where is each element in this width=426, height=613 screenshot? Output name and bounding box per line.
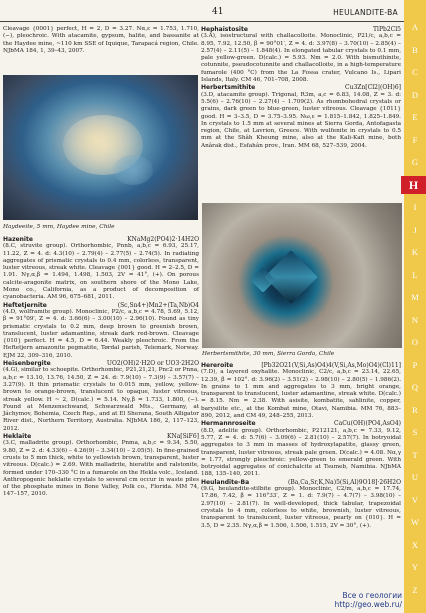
index-letter-z: Z — [412, 584, 418, 595]
page-header — [0, 0, 404, 22]
mineral-formula: (Sc,Sn4+)Mn2+(Ta,Nb)O4 — [117, 301, 199, 309]
index-letter-h: H — [401, 176, 426, 194]
mineral-name: Hermannroseite — [201, 420, 256, 428]
mineral-formula: UO2(OH)2·H2O or UO3·2H2O — [106, 360, 199, 368]
running-head: HEULANDITE-BA — [333, 8, 398, 17]
mineral-formula: KNa[SiF6] — [166, 433, 199, 441]
left-column-entries — [3, 236, 199, 499]
index-letter-l: L — [412, 269, 418, 280]
mineral-name: Heisenbergite — [3, 360, 51, 368]
index-letter-v: V — [411, 494, 419, 505]
mineral-description: (4.G), similar to schoepite. Orthorhombic, P21,21,21, Pnc2 or Pnna, a,b,c = 13.10, 13.76, 14.50, Z = 24. d: 7.9(10) – 7.3(9) – 3.57(7) – 3.27(9). It thin prismatic crystals to 0.015 mm, yellow, yellow-brown to orange-brown, translucent to opaque, luster vitreous, streak yellow. H ~ 2, D(calc.) = 5.14. Nγ,β = 1.733, 1.800, (−). Found at Menzenschwand, Schwarzwald Mts., Germany, at Jáchymov, Bohemia, Czech Rep., and at El Sherana, South Alligator River dist., Northern Territory, Australia. NJbMA 186, 2, 117–123, 2012. — [3, 367, 199, 432]
photo-caption: Haydeeite, 5 mm, Haydee mine, Chile — [3, 224, 115, 230]
alphabet-index-tab — [404, 0, 426, 613]
watermark — [335, 591, 402, 609]
mineral-name: Heulandite-Ba — [201, 478, 250, 486]
index-letter-f: F — [412, 134, 418, 145]
mineral-entry — [201, 84, 401, 150]
mineral-entry — [3, 302, 199, 360]
index-letter-q: Q — [411, 382, 419, 392]
right-column-top — [201, 26, 401, 150]
mineral-name: Hereroite — [201, 362, 234, 369]
entry-heading — [201, 84, 401, 91]
mineral-description: (7.D), a layered oxyhalite. Monoclinic, C2/c, a,b,c = 23.14, 22.65, 12.39, β = 102°. d: 3.96(2) – 3.51(2) – 2.98(10) – 2.80(5) – 1.986(2). In grains to 1 mm and aggregates to 3 mm, bright orange, transparent to translucent, luster adamantine, streak white. D(calc.) = 8.15. Nm = 2.38. With asisite, kombatite, sahlinite, copper, barysilite etc., at the Kombat mine, Otavi, Namibia. MM 76, 883–890, 2012, and CM 49, 248–255, 2013. — [201, 369, 401, 420]
index-letter-b: B — [412, 44, 418, 55]
mineral-description: (9.G, heulandite-stilbite group). Monoclinic, C2/m, a,b,c = 17.74, 17.86, 7.42, β = 116°33′, Z = 1. d: 7.9(7) – 4.7(7) – 3.98(10) – 2.97(10) – 2.81(7). In well-developed, thick tabular, trapezoidal crystals to 4 mm, colorless to white, brownish, luster vitreous, transparent to translucent, luster vitreous, pearly on {010}. H = 3.5, D = 2.35. Nγ,α,β = 1.506, 1.506, 1.515, 2V = 30°, (+). — [201, 486, 401, 529]
index-letter-u: U — [411, 472, 419, 482]
index-letter-o: O — [411, 337, 419, 347]
index-letter-i: I — [413, 202, 417, 212]
mineral-formula: TlPb2Cl5 — [373, 26, 401, 33]
mineral-entry — [3, 433, 199, 499]
mineral-description: (3.D, atacamite group). Trigonal, R3m, a,c = 6.83, 14.08, Z = 3. d: 5.5(6) – 2.76(10) – 2.27(4) – 1.709(2). As rhombohedral crystals or grains, dark green to blue-green, luster vitreous. Cleavage {10̄11} good. H = 3–3.5, D = 3.75–3.95. Nω,ε = 1.815–1.842, 1.825–1.849. In crystals to 1.5 mm at several mines at Sierra Gorda, Antofagasta region, Chile, at Lavrion, Greece. With wulfenite in crystals to 0.5 mm at the Shâh Kheung mine, also at the Kali-Kafi mine, both Anârak dist., Esfahân prov., Iran. MM 68, 527–539, 2004. — [201, 91, 401, 149]
index-letter-s: S — [412, 427, 418, 437]
index-letter-c: C — [412, 67, 418, 77]
watermark-line: Все о геологии — [342, 591, 402, 600]
entry-heading — [201, 420, 401, 427]
mineral-description: (8.D, adelite group). Orthorhombic, P212121, a,b,c = 7.33, 9.12, 5.77, Z = 4. d: 5.7(6) – 3.09(6) – 2.81(10) – 2.57(7). In botryoidal aggregates to 3 mm in masses of hydroxylapatite, glassy green, transparent, luster vitreous, streak pale green. D(calc.) = 4.08. Nα,γ = 1.77, strongly pleochroic: yellow-green to emerald green. With botryoidal aggregates of conichalcite at Tsumeb, Namibia. NJbMA 188, 135–140, 2011. — [201, 427, 401, 478]
mineral-entry — [3, 360, 199, 433]
herbertsmithite-photo — [202, 203, 402, 348]
index-letter-t: T — [412, 449, 418, 460]
mineral-name: Herbertsmithite — [201, 84, 256, 92]
index-letter-e: E — [412, 112, 418, 122]
mineral-entry — [3, 236, 199, 302]
entry-heading — [201, 479, 401, 486]
mineral-name: Hephaistosite — [201, 26, 248, 33]
mineral-entry — [201, 420, 401, 478]
index-letter-p: P — [412, 359, 418, 370]
mineral-description: (3.A), isostructural with challacolloite. Monoclinic, P21/c, a,b,c = 8.95, 7.92, 12.50, β = 90°01′, Z = 4. d: 3.97(8) – 3.70(10) – 2.85(4) – 2.57(4) – 2.11(5) – 1.848(4). In elongated tabular crystals to 0.1 mm, pale yellow-green. D(calc.) = 5.93. Nm = 2.0. With bismuthinite, cotunnite, pseudocotunnite and challacolloite, in a high-temperature fumarole (400 °C) from the La Fossa crater, Vulcano Is., Lipari Islands, Italy. CM 46, 701–708, 2008. — [201, 33, 401, 84]
mineral-entry — [201, 362, 401, 420]
mineral-entry — [201, 479, 401, 530]
mineral-description: (3.C, malladrite group). Orthorhombic, Pnma, a,b,c = 9.34, 5.50, 9.80, Z = 2. d: 4.33(6) – 4.26(9) – 3.34(10) – 2.05(5). In fine-grained crusts to 5 mm thick, white to yellowish brown, transparent, luster vitreous. D(calc.) = 2.69. With malladrite, hieratite and ralstonite, formed under 170–330 °C in a fumarole on the Hekla volc., Iceland. Anthropogenic heklaite crystals to several cm occur in waste piles of the phosphate mines in Bone Valley, Polk co., Florida. MM 74, 147–157, 2010. — [3, 440, 199, 498]
index-letter-n: N — [411, 314, 419, 325]
index-letter-r: R — [412, 404, 418, 415]
index-letter-j: J — [413, 224, 417, 235]
entry-continuation: Cleavage {0001} perfect, H = 2, D = 3.27. Nα,ε = 1.753, 1.710, (−), pleochroic. With atacamite, gypsum, halite, and bassanite at the Haydee mine, ~110 km SSE of Iquique, Tarapacá region, Chile. NJbMA 184, 1, 39–43, 2007. — [3, 26, 199, 54]
index-letter-w: W — [410, 517, 420, 527]
index-letter-g: G — [411, 157, 419, 167]
mineral-name: Heklaite — [3, 433, 32, 441]
mineral-name: Hazenite — [3, 236, 33, 243]
mineral-description: (8.C, struvite group). Orthorhombic, Pnnb, a,b,c = 6.93, 25.17, 11.22, Z = 4. d: 4.3(10) – 2.79(4) – 2.77(5) – 2.74(5). In radiating aggregates of prismatic crystals to 0.4 mm, colorless, transparent, luster vitreous, streak white. Cleavage {001} good. H = 2–2.5, D = 1.91. Nγ,α,β = 1.494, 1.498, 1.503, 2V = 41°, (+). On porous calcite-aragonite matrix, on southern shore of the Mono Lake, Mono co., California, as a product of decomposition of cyanobacteria. AM 96, 675–681, 2011. — [3, 243, 199, 301]
mineral-formula: (Ba,Ca,Sr,K,Na)5(Si,Al)9O18]·26H2O — [287, 478, 401, 486]
index-letter-m: M — [411, 292, 419, 302]
index-letter-x: X — [411, 539, 419, 550]
mineral-formula: KNaMg2(PO4)2·14H2O — [127, 236, 199, 243]
watermark-url: http://geo.web.ru/ — [334, 600, 402, 609]
index-letter-y: Y — [411, 562, 419, 572]
index-letter-d: D — [411, 89, 419, 100]
index-letter-k: K — [411, 247, 419, 257]
mineral-name: Heftetjernite — [3, 301, 47, 309]
page-number: 41 — [212, 7, 224, 17]
mineral-formula: CaCu(OH)(PO4,AsO4) — [334, 420, 401, 428]
mineral-entry — [201, 26, 401, 84]
haydeeite-photo — [3, 75, 198, 220]
mineral-formula: [Pb32O21(V,Si,As)O4)4(V,Si,As,Mo)O4)(Cl)11] — [261, 362, 401, 369]
entry-heading — [3, 302, 199, 309]
photo-caption: Herbertsmithite, 30 mm, Sierra Gorda, Chile — [202, 351, 335, 357]
crystal-cluster — [113, 155, 153, 185]
mineral-description: (4.D, wolframite group). Monoclinic, P2/c, a,b,c = 4.78, 5.69, 5.12, β = 91°09′, Z = 4. d: 3.66(6) – 3.00(10) – 2.96(10). Found as tiny prismatic crystals to 0.2 mm, deep brown to greenish brown, translucent, luster adamantine, streak dark red-brown. Cleavage {010} perfect. H = 4.5, D = 6.44. Weakly pleochroic. From the Heftetjern amazonite pegmatite, Tørdal parish, Telemark, Norway. EJM 22, 309–316, 2010. — [3, 308, 199, 359]
right-column-entries — [201, 362, 401, 530]
left-column-top — [3, 26, 199, 55]
mineral-formula: Cu3Zn[Cl2|(OH)6] — [345, 84, 401, 92]
index-letter-a: A — [411, 22, 419, 32]
